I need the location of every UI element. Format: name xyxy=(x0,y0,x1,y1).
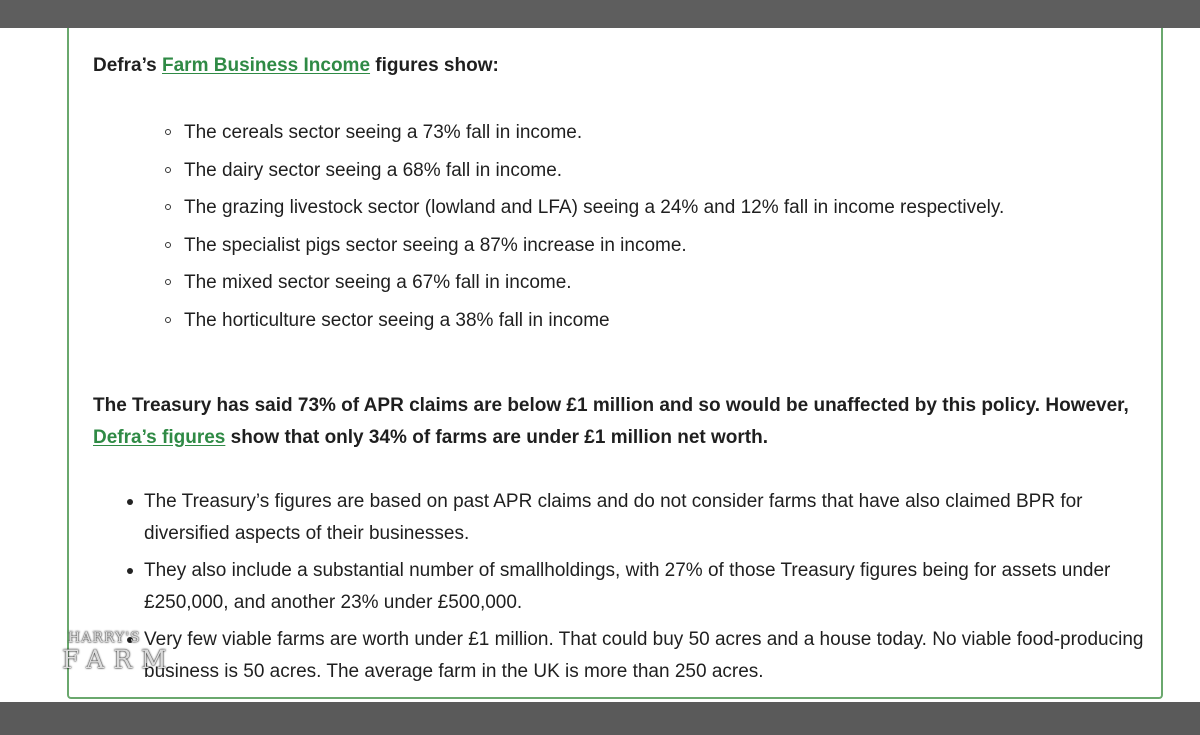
bullet-dot-icon xyxy=(127,499,133,505)
treasury-statement xyxy=(93,390,1163,454)
bottom-frame-bar xyxy=(0,702,1200,735)
circle-bullet-icon xyxy=(165,317,171,323)
sector-item-pigs xyxy=(165,231,1004,269)
list-item-text: The specialist pigs sector seeing a 87% increase in income. xyxy=(184,234,687,256)
list-item-text: The grazing livestock sector (lowland and LFA) seeing a 24% and 12% fall in income respectively. xyxy=(184,197,1005,218)
circle-bullet-icon xyxy=(165,129,171,135)
sector-item-cereals xyxy=(165,118,1004,156)
list-item-text: The mixed sector seeing a 67% fall in income. xyxy=(184,272,572,293)
circle-bullet-icon xyxy=(165,167,171,173)
farm-business-income-link[interactable]: Farm Business Income xyxy=(162,55,371,76)
list-item xyxy=(127,555,1167,619)
section-heading xyxy=(93,53,499,79)
sector-item-horticulture xyxy=(165,306,1004,344)
circle-bullet-icon xyxy=(165,242,171,248)
heading-suffix: figures show: xyxy=(370,55,499,76)
heading-prefix: Defra’s xyxy=(93,55,162,76)
sector-income-list xyxy=(165,118,1004,343)
circle-bullet-icon xyxy=(165,204,171,210)
list-item-text: The cereals sector seeing a 73% fall in income. xyxy=(184,122,583,143)
sector-item-dairy xyxy=(165,156,1004,194)
list-item-text: They also include a substantial number of smallholdings, with 27% of those Treasury figures being for assets under £250,000, and another 23% under £500,000. xyxy=(144,560,1111,613)
bullet-dot-icon xyxy=(127,568,133,574)
top-frame-bar xyxy=(0,0,1200,28)
sector-item-mixed xyxy=(165,268,1004,306)
article-page xyxy=(0,28,1200,702)
harrys-farm-watermark-logo xyxy=(60,628,176,678)
list-item-text: The Treasury’s figures are based on past APR claims and do not consider farms that have also claimed BPR for diversified aspects of their businesses. xyxy=(144,491,1083,544)
list-item-text: Very few viable farms are worth under £1 million. That could buy 50 acres and a house today. No viable food-producing business is 50 acres. The average farm in the UK is more than 250 acres. xyxy=(144,629,1144,682)
watermark-top-text: HARRY'S xyxy=(68,630,141,646)
treasury-text: The Treasury has said 73% of APR claims are below £1 million and so would be unaffected by this policy. However, xyxy=(93,395,1129,416)
list-item-text: The dairy sector seeing a 68% fall in income. xyxy=(184,159,563,181)
list-item-text: The horticulture sector seeing a 38% fall in income xyxy=(184,309,610,331)
list-item xyxy=(127,486,1167,550)
list-item xyxy=(127,624,1167,688)
treasury-suffix: show that only 34% of farms are under £1 million net worth. xyxy=(225,427,768,448)
circle-bullet-icon xyxy=(165,279,171,285)
sector-item-grazing xyxy=(165,193,1004,231)
defras-figures-link[interactable]: Defra’s figures xyxy=(93,427,226,448)
watermark-bottom-text: FARM xyxy=(62,645,176,674)
treasury-points-list xyxy=(127,486,1167,693)
